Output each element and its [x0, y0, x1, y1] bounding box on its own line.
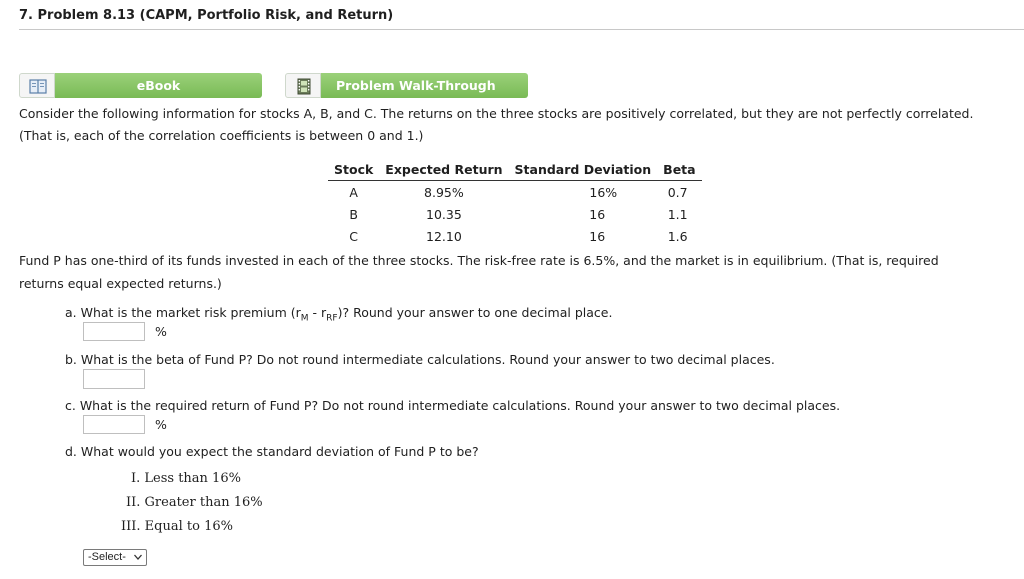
col-header-beta: Beta — [657, 160, 701, 181]
cell-std-dev: 16 — [589, 206, 606, 222]
answer-a-input[interactable] — [83, 322, 145, 341]
col-header-std-dev: Standard Deviation — [509, 160, 658, 181]
cell-expected-return: 10.35 — [426, 206, 462, 222]
question-a: a. What is the market risk premium $(r_M - r_{RF})$? Round your answer to one decimal place. — [65, 305, 613, 324]
question-b: b. What is the beta of Fund P? Do not round intermediate calculations. Round your answer to two decimal places. — [65, 352, 775, 367]
cell-stock: A — [349, 184, 358, 200]
open-book-icon — [19, 73, 55, 98]
option-ii: II. Greater than 16% — [126, 495, 263, 510]
intro-line-1: Consider the following information for stocks A, B, and C. The returns on the three stocks are positively correlated, but they are not perfectly correlated. — [19, 106, 974, 121]
table-row — [328, 203, 702, 225]
problem-walkthrough-label: Problem Walk-Through — [321, 73, 528, 98]
col-header-stock: Stock — [328, 160, 379, 181]
table-header-row — [328, 160, 702, 181]
answer-c-unit: % — [155, 417, 167, 432]
question-c: c. What is the required return of Fund P? Do not round intermediate calculations. Round your answer to two decimal places. — [65, 398, 841, 413]
cell-expected-return: 8.95% — [424, 184, 464, 200]
table-row — [328, 225, 702, 247]
film-strip-icon — [285, 73, 321, 98]
cell-std-dev: 16% — [589, 184, 618, 200]
intro-line-2: (That is, each of the correlation coefficients is between 0 and 1.) — [19, 128, 424, 143]
col-header-expected-return: Expected Return — [379, 160, 508, 181]
stock-table — [328, 160, 702, 247]
title-divider — [19, 29, 1024, 30]
chevron-down-icon — [133, 552, 143, 562]
ebook-label: eBook — [55, 73, 262, 98]
cell-beta: 1.6 — [667, 228, 688, 244]
cell-expected-return: 12.10 — [426, 228, 462, 244]
cell-stock: C — [349, 228, 359, 244]
table-row — [328, 181, 702, 204]
answer-a-unit: % — [155, 324, 167, 339]
cell-std-dev: 16 — [589, 228, 606, 244]
cell-beta: 0.7 — [667, 184, 688, 200]
option-iii: III. Equal to 16% — [121, 519, 233, 534]
answer-b-input[interactable] — [83, 369, 145, 389]
cell-beta: 1.1 — [667, 206, 688, 222]
answer-c-input[interactable] — [83, 415, 145, 434]
problem-walkthrough-button[interactable] — [285, 73, 528, 98]
problem-title: 7. Problem 8.13 (CAPM, Portfolio Risk, and Return) — [19, 8, 394, 23]
fund-line-1: Fund P has one-third of its funds invested in each of the three stocks. The risk-free rate is 6.5%, and the market is in equilibrium. (That is, required — [19, 253, 939, 268]
question-d: d. What would you expect the standard deviation of Fund P to be? — [65, 444, 479, 459]
answer-d-select-value: -Select- — [88, 551, 126, 563]
fund-line-2: returns equal expected returns.) — [19, 276, 222, 291]
answer-d-select[interactable] — [83, 549, 147, 566]
cell-stock: B — [349, 206, 358, 222]
option-i: I. Less than 16% — [131, 471, 241, 486]
ebook-button[interactable] — [19, 73, 262, 98]
